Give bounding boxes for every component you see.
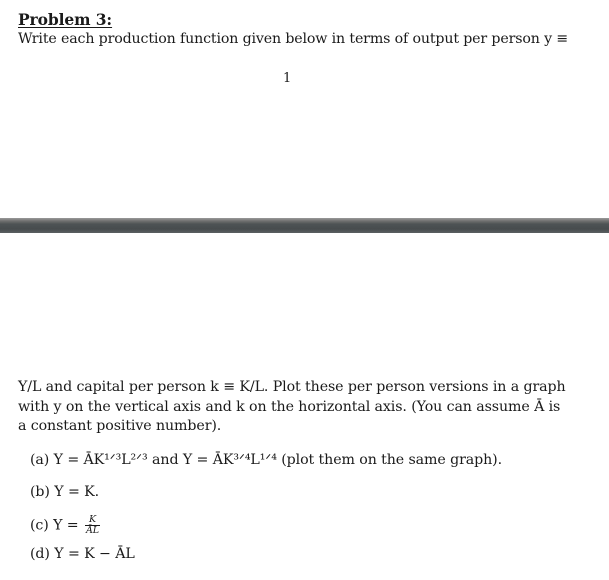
page-break-divider bbox=[0, 218, 609, 233]
continuation-line-2: with y on the vertical axis and k on the horizontal axis. (You can assume Ā is bbox=[18, 398, 561, 415]
continuation-paragraph bbox=[18, 378, 578, 437]
item-a: (a) Y = ĀK¹ᐟ³L²ᐟ³ and Y = ĀK³ᐟ⁴L¹ᐟ⁴ (plot them on the same graph). bbox=[30, 452, 502, 468]
problem-heading: Problem 3: bbox=[18, 10, 113, 29]
problem-intro-line: Write each production function given below in terms of output per person y ≡ bbox=[18, 31, 569, 47]
item-c-numerator: K bbox=[85, 515, 100, 526]
item-c-denominator: ĀL bbox=[86, 525, 99, 536]
item-b: (b) Y = K. bbox=[30, 484, 100, 500]
page-number: 1 bbox=[283, 71, 292, 86]
item-c-fraction bbox=[85, 515, 100, 536]
item-c bbox=[30, 515, 100, 536]
page-top bbox=[0, 0, 609, 218]
item-c-prefix: (c) Y = bbox=[30, 517, 83, 534]
continuation-line-1: Y/L and capital per person k ≡ K/L. Plot these per person versions in a graph bbox=[18, 379, 566, 395]
continuation-line-3: a constant positive number). bbox=[18, 418, 222, 434]
item-d: (d) Y = K − ĀL bbox=[30, 546, 135, 562]
